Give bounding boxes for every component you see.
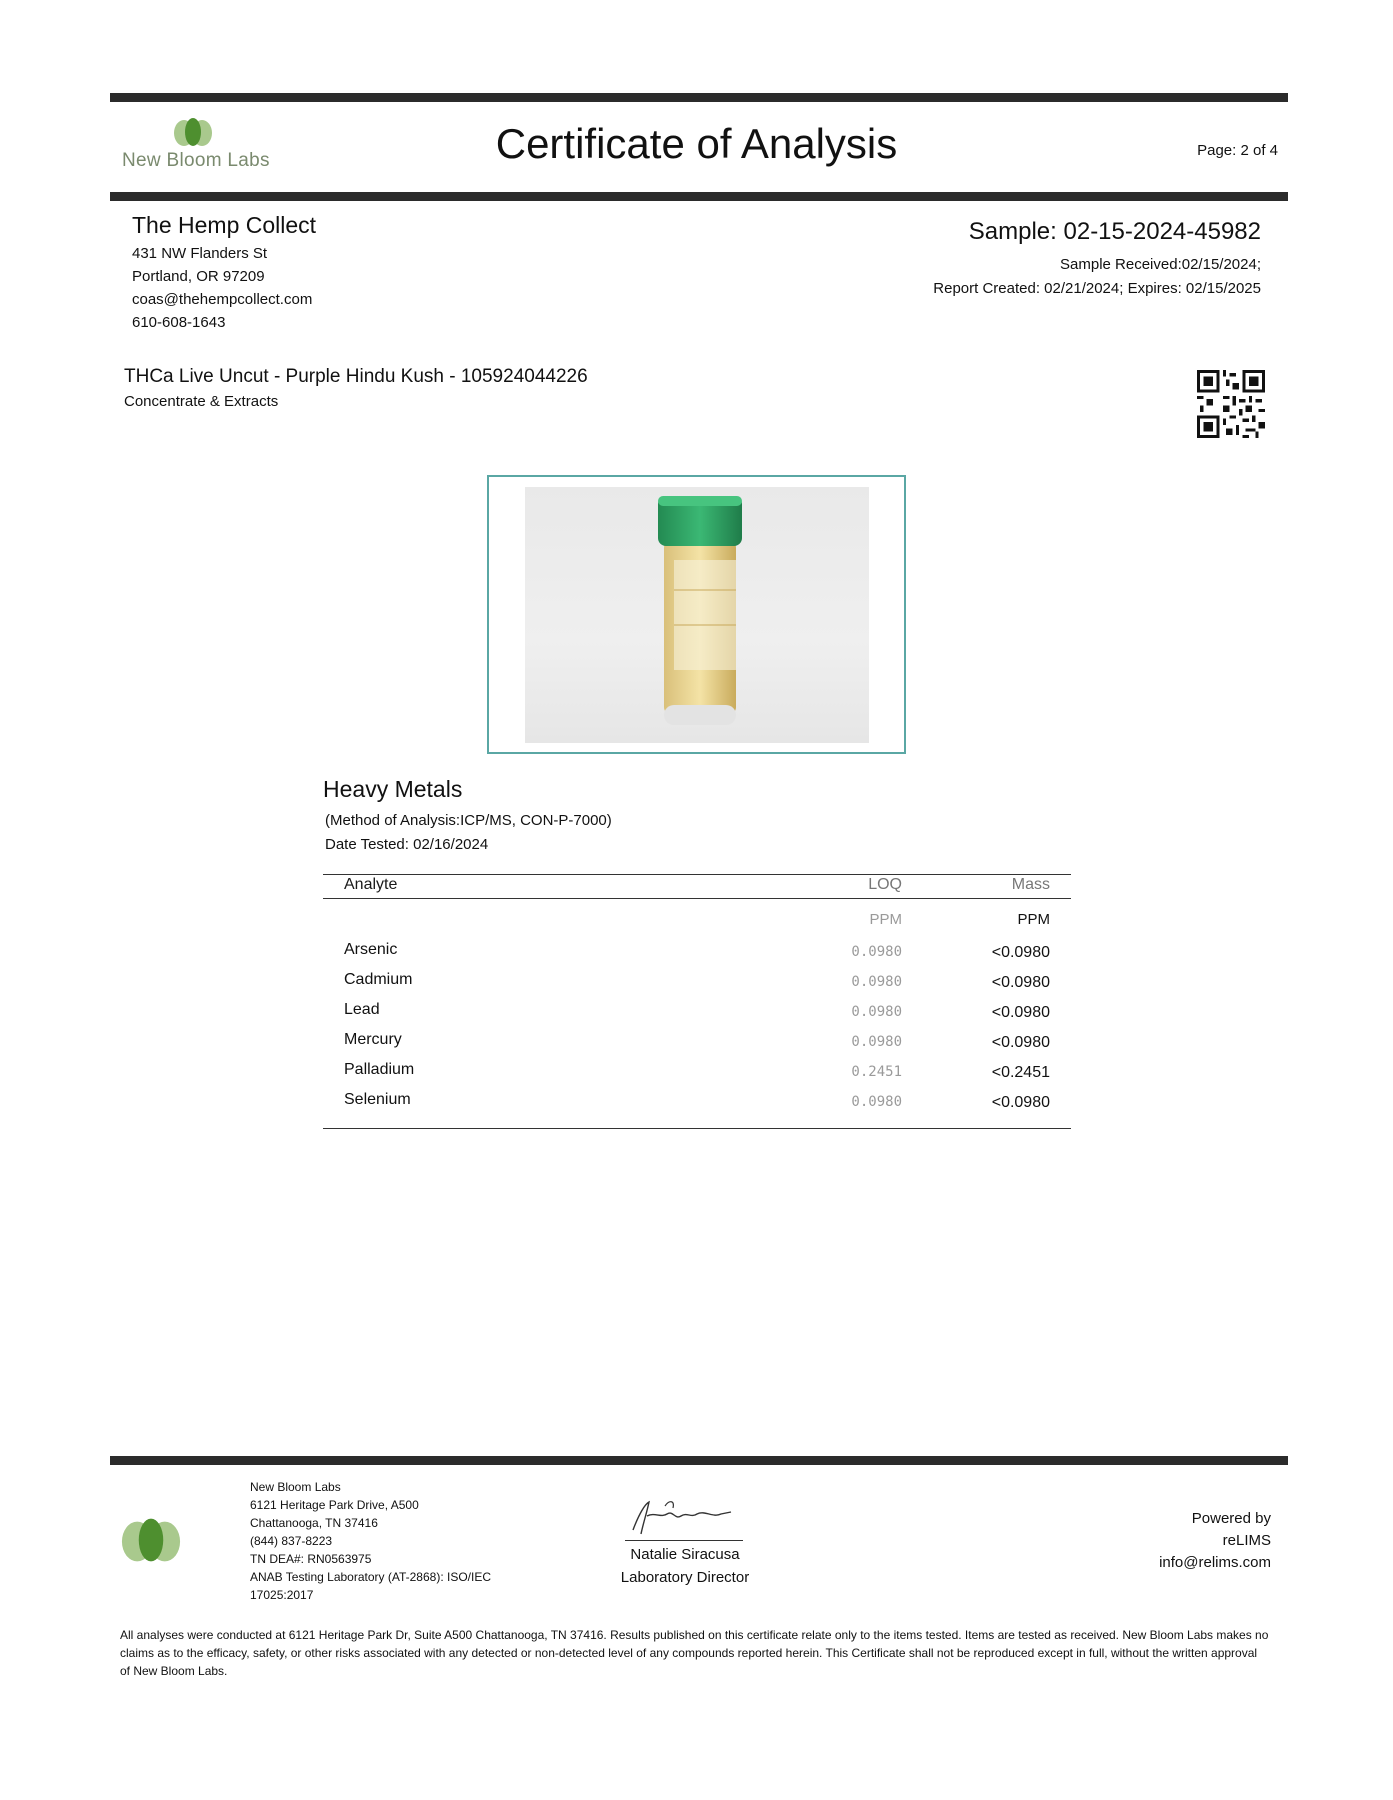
sample-received: Sample Received:02/15/2024;	[1060, 256, 1261, 273]
report-dates: Report Created: 02/21/2024; Expires: 02/15/2025	[933, 280, 1261, 297]
client-phone: 610-608-1643	[132, 314, 226, 331]
column-header-mass: Mass	[1011, 876, 1050, 893]
page-title: Certificate of Analysis	[495, 120, 898, 167]
analyte-name: Arsenic	[344, 941, 398, 958]
analyte-loq: 0.0980	[851, 1094, 902, 1110]
disclaimer-text: All analyses were conducted at 6121 Heritage Park Dr, Suite A500 Chattanooga, TN 37416. Results published on this certificate relate only to the items tested. Items are tested as received. New Bloom Labs makes no claims as to the efficacy, safety, or other risks associated with any detected or non-detected level of any compounds reported herein. This Certificate shall not be reproduced except in full, without the written approval of New Bloom Labs.	[120, 1628, 1269, 1678]
page-number: Page: 2 of 4	[1197, 142, 1278, 159]
analyte-mass: <0.2451	[991, 1064, 1050, 1081]
sample-vial-image	[640, 490, 760, 740]
product-category: Concentrate & Extracts	[124, 393, 279, 410]
signature-line	[625, 1540, 743, 1541]
analyte-loq: 0.0980	[851, 1034, 902, 1050]
powered-by-name: reLIMS	[1222, 1532, 1271, 1549]
analyte-mass: <0.0980	[991, 944, 1050, 961]
analyte-name: Cadmium	[344, 971, 413, 988]
analyte-mass: <0.0980	[991, 1004, 1050, 1021]
powered-by-email: info@relims.com	[1159, 1554, 1271, 1571]
header-top-rule	[110, 93, 1288, 102]
powered-by-label: Powered by	[1191, 1510, 1271, 1527]
footer-lab-accreditation-cont: 17025:2017	[250, 1588, 314, 1602]
footer-lab-name: New Bloom Labs	[250, 1480, 341, 1494]
client-address-line2: Portland, OR 97209	[132, 268, 265, 285]
footer-lab-phone: (844) 837-8223	[250, 1534, 333, 1548]
footer-lab-address	[250, 1478, 491, 1604]
method-of-analysis: (Method of Analysis:ICP/MS, CON-P-7000)	[325, 812, 612, 829]
analyte-mass: <0.0980	[991, 1094, 1050, 1111]
signature-image	[625, 1494, 745, 1540]
analyte-loq: 0.2451	[851, 1064, 902, 1080]
footer-logo-icon	[118, 1514, 184, 1566]
table-bottom-rule	[323, 1128, 1071, 1129]
product-name: THCa Live Uncut - Purple Hindu Kush - 105924044226	[124, 366, 588, 387]
analyte-name: Mercury	[344, 1031, 402, 1048]
analyte-mass: <0.0980	[991, 1034, 1050, 1051]
mass-unit: PPM	[1017, 911, 1050, 928]
client-email: coas@thehempcollect.com	[132, 291, 313, 308]
analyte-name: Selenium	[344, 1091, 411, 1108]
column-header-analyte: Analyte	[344, 876, 398, 893]
analyte-loq: 0.0980	[851, 974, 902, 990]
table-header-rule	[323, 898, 1071, 899]
analyte-name: Palladium	[344, 1061, 415, 1078]
footer-lab-dea: TN DEA#: RN0563975	[250, 1552, 372, 1566]
column-header-loq: LOQ	[868, 876, 902, 893]
date-tested: Date Tested: 02/16/2024	[325, 836, 489, 853]
lab-logo-text: New Bloom Labs	[122, 150, 270, 171]
footer-lab-address1: 6121 Heritage Park Drive, A500	[250, 1498, 419, 1512]
signer-name: Natalie Siracusa	[630, 1546, 740, 1563]
section-title-heavy-metals: Heavy Metals	[323, 776, 463, 802]
qr-code-icon	[1196, 370, 1266, 438]
signer-title: Laboratory Director	[620, 1569, 750, 1586]
sample-id: Sample: 02-15-2024-45982	[968, 218, 1261, 245]
analyte-loq: 0.0980	[851, 1004, 902, 1020]
loq-unit: PPM	[869, 911, 902, 928]
client-address-line1: 431 NW Flanders St	[132, 245, 268, 262]
analyte-loq: 0.0980	[851, 944, 902, 960]
analyte-mass: <0.0980	[991, 974, 1050, 991]
footer-top-rule	[110, 1456, 1288, 1465]
footer-lab-address2: Chattanooga, TN 37416	[250, 1516, 378, 1530]
analyte-name: Lead	[344, 1001, 380, 1018]
footer-lab-accreditation: ANAB Testing Laboratory (AT-2868): ISO/IEC	[250, 1570, 491, 1584]
powered-by-block	[1159, 1508, 1271, 1574]
client-name: The Hemp Collect	[132, 212, 317, 238]
header-bottom-rule	[110, 192, 1288, 201]
table-top-rule	[323, 874, 1071, 875]
